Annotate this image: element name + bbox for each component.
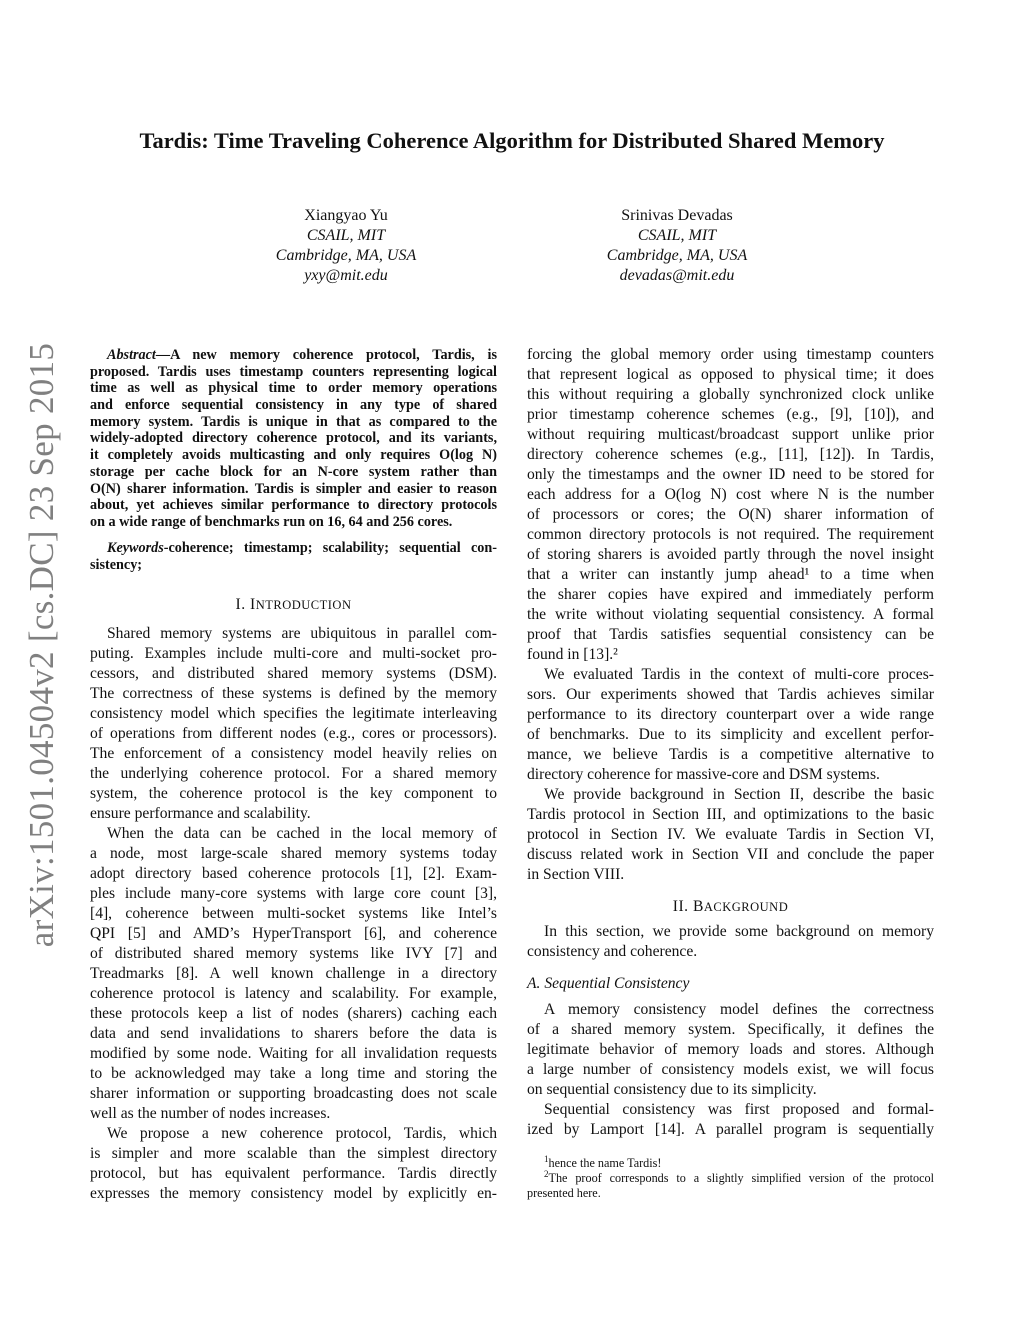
keywords-text: sistency; — [90, 556, 143, 573]
text-line: only the timestamps and the owner ID need to be stored for — [527, 466, 934, 483]
text-line: [4], coherence between multi-socket systems like Intel’s — [90, 905, 497, 922]
text-line: to be acknowledged may take a long time and storing the — [90, 1065, 497, 1082]
text-line: legitimate behavior of memory loads and stores. Although — [527, 1041, 934, 1058]
footnote-text: presented here. — [527, 1186, 601, 1200]
section-heading-background: II. BACKGROUND — [672, 898, 789, 915]
text-line — [90, 514, 497, 531]
author-affiliation: CSAIL, MIT — [637, 227, 717, 244]
footnote-text: hence the name Tardis! — [548, 1156, 662, 1170]
abstract-text: O(N) sharer information. Tardis is simpler and easier to reason — [90, 480, 497, 497]
text-line: coherence protocol is latency and scalability. For example, — [90, 985, 497, 1002]
text-line: on sequential consistency due to its simplicity. — [527, 1081, 817, 1098]
text-line — [90, 430, 497, 447]
author-email[interactable]: devadas@mit.edu — [619, 267, 735, 284]
text-line: a large number of consistency models exist, we will focus — [527, 1061, 934, 1078]
text-line — [90, 447, 497, 464]
text-line: of a shared memory system. Specifically, it defines the — [527, 1021, 934, 1038]
text-line: the underlying coherence protocol. For a shared memory — [90, 765, 497, 782]
right-column-body — [527, 345, 934, 1140]
text-line: expresses the memory consistency model by explicitly en- — [90, 1185, 497, 1202]
text-line: A memory consistency model defines the correctness — [544, 1001, 934, 1018]
text-line — [90, 481, 497, 498]
text-line: this without requiring a globally synchronized clock unlike — [527, 386, 934, 403]
left-column-body — [90, 595, 497, 1204]
text-line: sors. Our experiments showed that Tardis achieves similar — [527, 686, 934, 703]
paragraph — [527, 665, 934, 785]
abstract-text: and enforce sequential consistency in any type of shared — [90, 397, 497, 414]
text-line: without requiring multicast/broadcast support unlike prior — [527, 426, 934, 443]
text-line: QPI [5] and AMD’s HyperTransport [6], and coherence — [90, 925, 497, 942]
text-line: of benchmarks. Due to its simplicity and excellent perfor- — [527, 726, 934, 743]
text-line: forcing the global memory order using timestamp counters — [527, 346, 934, 363]
paragraph — [90, 1124, 497, 1204]
text-line: ples include many-core systems with large core count [3], — [90, 885, 497, 902]
text-line: consistency and coherence. — [527, 943, 698, 960]
text-line: Tardis protocol in Section III, and optimizations to the basic — [527, 806, 934, 823]
abstract-text: time as well as physical time to order memory operations — [90, 380, 497, 397]
text-line: When the data can be cached in the local memory of — [107, 825, 497, 842]
text-line: protocol in Section IV. We evaluate Tardis in Section VI, — [527, 826, 934, 843]
text-line: directory coherence schemes (e.g., [11], [12]). In Tardis, — [527, 446, 934, 463]
text-line: sharer information or supporting broadcasting does not scale — [90, 1085, 497, 1102]
abstract-text: about, yet achieves similar performance to directory protocols — [90, 497, 497, 514]
abstract-text: proposed. Tardis uses timestamp counters representing logical — [90, 363, 497, 380]
abstract-text: —A new memory coherence protocol, Tardis, is — [155, 347, 497, 363]
footnote-mark: 1 — [544, 1153, 549, 1164]
text-line: We propose a new coherence protocol, Tardis, which — [107, 1125, 497, 1142]
text-line: We evaluated Tardis in the context of multi-core proces- — [544, 666, 934, 683]
text-line: a node, most large-scale shared memory systems today — [90, 845, 497, 862]
text-line: the sharer copies have expired and immediately perform — [527, 586, 934, 603]
text-line — [90, 347, 497, 364]
text-line: found in [13].² — [527, 646, 618, 663]
abstract-text: storage per cache block for an N-core system rather than — [90, 463, 497, 480]
text-line: is simpler and more scalable than the simplest directory — [90, 1145, 497, 1162]
footnote-text: The proof corresponds to a slightly simplified version of the protocol — [548, 1171, 934, 1185]
author-affiliation: CSAIL, MIT — [306, 227, 386, 244]
paragraph — [527, 345, 934, 665]
text-line: The correctness of these systems is defined by the memory — [90, 685, 497, 702]
author-block — [527, 206, 827, 286]
author-name: Srinivas Devadas — [621, 207, 733, 224]
keywords — [90, 540, 497, 573]
text-line: of distributed shared memory systems like IVY [7] and — [90, 945, 497, 962]
abstract-text: memory system. Tardis is unique in that as compared to the — [90, 413, 497, 430]
text-line — [90, 497, 497, 514]
text-line: each address for a O(log N) cost where N is the number — [527, 486, 934, 503]
text-line: of operations from different nodes (e.g., cores or processors). — [90, 725, 497, 742]
author-location: Cambridge, MA, USA — [275, 247, 417, 264]
paper-title: Tardis: Time Traveling Coherence Algorithm for Distributed Shared Memory — [139, 128, 885, 153]
text-line: proof that Tardis satisfies sequential consistency can be — [527, 626, 934, 643]
text-line — [90, 557, 497, 574]
text-line: these protocols keep a list of nodes (sharers) caching each — [90, 1005, 497, 1022]
footnote-line — [527, 1186, 934, 1201]
text-line: common directory protocols is not required. The requirement — [527, 526, 934, 543]
text-line: consistency model which specifies the legitimate interleaving — [90, 705, 497, 722]
text-line: cessors, and distributed shared memory systems (DSM). — [90, 665, 497, 682]
author-block — [196, 206, 496, 286]
footnotes — [527, 1153, 934, 1201]
text-line: that represent logical as opposed to physical time; it does — [527, 366, 934, 383]
text-line: of processors or cores; the O(N) sharer information of — [527, 506, 934, 523]
text-line: ized by Lamport [14]. A parallel program is sequentially — [527, 1121, 934, 1138]
text-line: modified by some node. Waiting for all invalidation requests — [90, 1045, 497, 1062]
abstract-text: widely-adopted directory coherence protocol, and its variants, — [90, 430, 497, 447]
text-line: that a writer can instantly jump ahead¹ to a time when — [527, 566, 934, 583]
footnote-line — [527, 1168, 934, 1186]
author-name: Xiangyao Yu — [304, 207, 388, 224]
text-line: In this section, we provide some background on memory — [544, 923, 934, 940]
text-line — [90, 414, 497, 431]
text-line — [90, 464, 497, 481]
paragraph — [90, 624, 497, 824]
abstract-label: Abstract — [107, 347, 156, 363]
paragraph — [527, 922, 934, 962]
text-line: ensure performance and scalability. — [90, 805, 311, 822]
text-line: data and send invalidations to sharers before the data is — [90, 1025, 497, 1042]
keywords-label: Keywords — [107, 540, 164, 556]
abstract-text: it completely avoids multicasting and only requires O(log N) — [90, 447, 497, 464]
footnote-mark: 2 — [544, 1168, 549, 1179]
text-line: Shared memory systems are ubiquitous in parallel com- — [107, 625, 497, 642]
text-line: of storing sharers is avoided partly through the novel insight — [527, 546, 934, 563]
text-line — [90, 364, 497, 381]
abstract-text: on a wide range of benchmarks run on 16, 64 and 256 cores. — [90, 513, 453, 530]
paragraph — [527, 785, 934, 885]
text-line: The enforcement of a consistency model heavily relies on — [90, 745, 497, 762]
text-line — [90, 540, 497, 557]
text-line: puting. Examples include multi-core and multi-socket pro- — [90, 645, 497, 662]
text-line: Treadmarks [8]. A well known challenge in a directory — [90, 965, 497, 982]
paragraph — [527, 1100, 934, 1140]
text-line: We provide background in Section II, describe the basic — [544, 786, 934, 803]
text-line: directory coherence for massive-core and DSM systems. — [527, 766, 880, 783]
text-line: adopt directory based coherence protocols [1], [2]. Exam- — [90, 865, 497, 882]
arxiv-identifier-stamp: arXiv:1501.04504v2 [cs.DC] 23 Sep 2015 — [22, 342, 61, 948]
text-line: performance to its directory counterpart over a wide range — [527, 706, 934, 723]
paragraph — [527, 1000, 934, 1100]
text-line: mance, we believe Tardis is a competitive alternative to — [527, 746, 934, 763]
text-line — [90, 380, 497, 397]
text-line — [90, 397, 497, 414]
author-location: Cambridge, MA, USA — [606, 247, 748, 264]
text-line: Sequential consistency was first proposed and formal- — [544, 1101, 934, 1118]
text-line: well as the number of nodes increases. — [90, 1105, 331, 1122]
text-line: the write without violating sequential consistency. A formal — [527, 606, 934, 623]
text-line: protocol, but has equivalent performance. Tardis directly — [90, 1165, 497, 1182]
text-line: system, the coherence protocol is the key component to — [90, 785, 497, 802]
paragraph — [90, 824, 497, 1124]
subsection-heading: A. Sequential Consistency — [527, 975, 690, 992]
section-heading-introduction: I. INTRODUCTION — [235, 596, 352, 613]
text-line: in Section VIII. — [527, 866, 625, 883]
abstract — [90, 347, 497, 531]
text-line: prior timestamp coherence schemes (e.g., [9], [10]), and — [527, 406, 934, 423]
text-line: discuss related work in Section VII and conclude the paper — [527, 846, 934, 863]
footnote-line — [527, 1153, 934, 1171]
author-email[interactable]: yxy@mit.edu — [304, 267, 388, 284]
keywords-text: -coherence; timestamp; scalability; sequential con- — [163, 540, 497, 556]
